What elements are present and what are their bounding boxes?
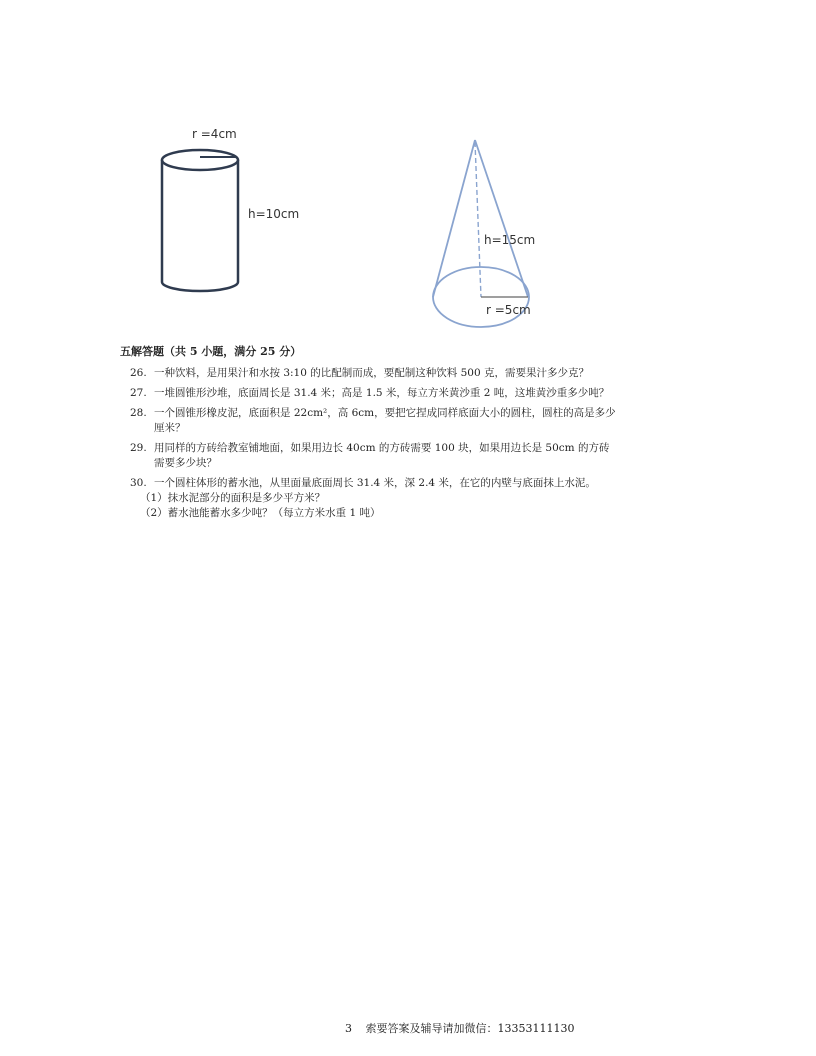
cylinder-radius-label: r =4cm [192, 127, 237, 141]
cone-radius-label: r =5cm [486, 303, 531, 317]
question-text: 用同样的方砖给教室铺地面，如果用边长 40cm 的方砖需要 100 块，如果用边长是 50cm 的方砖 [154, 442, 610, 454]
question-text-continued: 需要多少块？ [154, 457, 217, 469]
question-27 [130, 386, 710, 401]
sub-question-2: （2）蓄水池能蓄水多少吨？（每立方米水重 1 吨） [140, 507, 381, 519]
question-text: 一种饮料，是用果汁和水按 3:10 的比配制而成，要配制这种饮料 500 克，需要果汁多少克？ [154, 367, 589, 379]
question-text-continued: 厘米？ [154, 422, 186, 434]
question-28 [130, 406, 710, 436]
question-29 [130, 441, 710, 471]
page-footer [345, 1020, 574, 1036]
cone-height-label: h=15cm [484, 233, 536, 247]
sub-question-1: （1）抹水泥部分的面积是多少平方米？ [140, 492, 326, 504]
question-30 [130, 476, 710, 521]
footer-contact-text: 索要答案及辅导请加微信：13353111130 [365, 1022, 575, 1035]
section-title: 五解答题（共 5 小题，满分 25 分） [120, 345, 302, 358]
question-text: 一堆圆锥形沙堆，底面周长是 31.4 米；高是 1.5 米，每立方米黄沙重 2 吨，这堆黄沙重多少吨？ [154, 387, 610, 399]
question-list [130, 366, 710, 526]
question-number: 26. [130, 367, 147, 379]
question-text: 一个圆锥形橡皮泥，底面积是 22cm²，高 6cm，要把它捏成同样底面大小的圆柱，圆柱的高是多少 [154, 407, 616, 419]
cylinder-height-label: h=10cm [248, 207, 300, 221]
question-26 [130, 366, 710, 381]
question-number: 28. [130, 407, 147, 419]
geometry-figures [0, 0, 816, 340]
question-number: 30. [130, 477, 147, 489]
cone-figure [433, 140, 535, 327]
question-number: 27. [130, 387, 147, 399]
page-number: 3 [345, 1022, 352, 1035]
cylinder-figure [162, 127, 299, 291]
question-number: 29. [130, 442, 147, 454]
question-text: 一个圆柱体形的蓄水池，从里面量底面周长 31.4 米，深 2.4 米，在它的内壁与底面抹上水泥。 [154, 477, 596, 489]
